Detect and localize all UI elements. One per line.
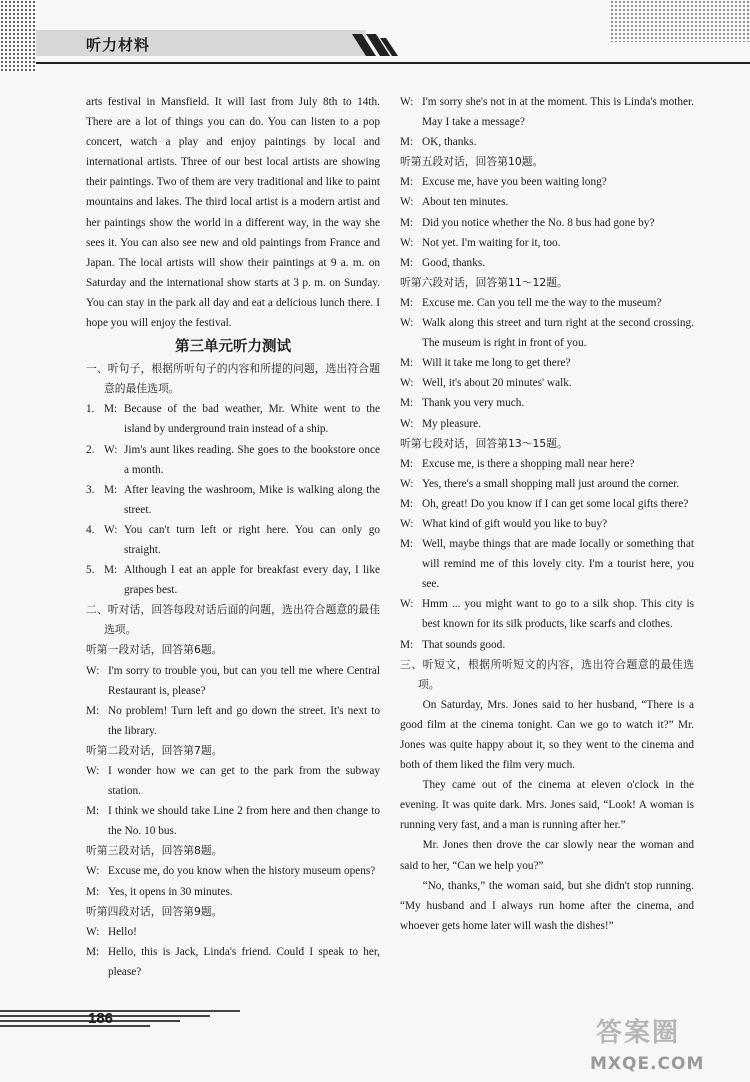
dialogue-line: W: Not yet. I'm waiting for it, too. bbox=[400, 236, 561, 249]
part2-instruction: 二、听对话，回答每段对话后面的问题，选出符合题意的最佳选项。 bbox=[86, 603, 380, 637]
dialogue-line: M: No problem! Turn left and go down the street. It's next to the library. bbox=[86, 704, 380, 737]
dialogue-line: M: I think we should take Line 2 from here and then change to the No. 10 bus. bbox=[86, 805, 380, 838]
part3-instruction: 三、听短文，根据所听短文的内容，选出符合题意的最佳选项。 bbox=[400, 657, 694, 691]
dialogue-line: M: Thank you very much. bbox=[400, 397, 525, 410]
dialogue-line: W: About ten minutes. bbox=[400, 196, 509, 209]
passage-paragraph: “No, thanks,” the woman said, but she didn't stop running. “My husband and I always run home after the cinema, and whoever gets home later will wash the dishes!” bbox=[400, 879, 694, 932]
dialogue-1-label: 听第一段对话，回答第6题。 bbox=[86, 643, 223, 657]
page-header bbox=[0, 0, 750, 72]
part1-items bbox=[86, 399, 380, 600]
passage-paragraph: On Saturday, Mrs. Jones said to her husband, “There is a good film at the cinema tonight. Can we go to watch it?” Mr. Jones was quite happy about it, so they went to the cinema and both of them liked the film very much. bbox=[400, 698, 694, 772]
question-item: 5. M: Although I eat an apple for breakfast every day, I like grapes best. bbox=[86, 564, 380, 597]
dialogue-line: M: Excuse me, is there a shopping mall near here? bbox=[400, 457, 635, 470]
dialogue-7-label: 听第七段对话，回答第13～15题。 bbox=[400, 436, 568, 450]
dialogue-line: M: Will it take me long to get there? bbox=[400, 357, 571, 370]
dialogue-line: M: Did you notice whether the No. 8 bus had gone by? bbox=[400, 216, 655, 229]
dialogue-3-label: 听第三段对话，回答第8题。 bbox=[86, 844, 223, 858]
dialogue-4-label: 听第四段对话，回答第9题。 bbox=[86, 904, 223, 918]
dialogue-line: M: Hello, this is Jack, Linda's friend. Could I speak to her, please? bbox=[86, 945, 380, 978]
dialogue-line: W: Excuse me, do you know when the history museum opens? bbox=[86, 865, 376, 878]
passage-paragraph: They came out of the cinema at eleven o'clock in the evening. It was quite dark. Mrs. Jones said, “Look! A woman is running very fast, and a man is running after her.” bbox=[400, 779, 694, 832]
dialogue-6-label: 听第六段对话，回答第11～12题。 bbox=[400, 275, 568, 289]
question-item: 2. W: Jim's aunt likes reading. She goes to the bookstore once a month. bbox=[86, 443, 380, 476]
dialogue-2-label: 听第二段对话，回答第7题。 bbox=[86, 743, 223, 757]
footer-rules bbox=[0, 1006, 240, 1034]
left-column bbox=[86, 92, 380, 982]
passage-paragraph: Mr. Jones then drove the car slowly near the woman and said to her, “Can we help you?” bbox=[400, 839, 694, 872]
right-column bbox=[400, 92, 694, 936]
dialogue-line: W: Yes, there's a small shopping mall just around the corner. bbox=[400, 477, 680, 490]
dialogue-line: W: I'm sorry to trouble you, but can you tell me where Central Restaurant is, please? bbox=[86, 664, 380, 697]
watermark bbox=[590, 1012, 740, 1074]
header-dot-pattern-right bbox=[610, 0, 750, 42]
dialogue-line: M: Oh, great! Do you know if I can get some local gifts there? bbox=[400, 497, 689, 510]
watermark-url: MXQE.COM bbox=[590, 1054, 705, 1074]
header-title: 听力材料 bbox=[86, 36, 151, 54]
dialogue-line: M: Excuse me, have you been waiting long? bbox=[400, 176, 607, 189]
unit-title: 第三单元听力测试 bbox=[175, 339, 291, 356]
question-item: 3. M: After leaving the washroom, Mike is walking along the street. bbox=[86, 483, 380, 516]
dialogue-line: W: Hmm ... you might want to go to a silk shop. This city is best known for its silk products, like scarfs and clothes. bbox=[400, 598, 694, 631]
dialogue-line: W: What kind of gift would you like to buy? bbox=[400, 517, 608, 530]
dialogue-line: W: I'm sorry she's not in at the moment. This is Linda's mother. May I take a message? bbox=[400, 96, 694, 129]
dialogue-line: W: My pleasure. bbox=[400, 417, 481, 430]
intro-passage: arts festival in Mansfield. It will last from July 8th to 14th. There are a lot of things you can do. You can listen to a pop concert, watch a play and enjoy paintings by local and international artists. Three of our best local artists are showing their paintings. Two of them are very traditional and like to paint mountains and lakes. The third local artist is a modern artist and her paintings show the world in a different way, in the way she sees it. You can also see new and old paintings from France and Japan. The local artists will show their paintings at 9 a. m. on Saturday and the international show starts at 3 p. m. on Sunday. You can stay in the park all day and eat a delicious lunch there. I hope you will enjoy the festival. bbox=[86, 96, 380, 330]
watermark-logo: 答案圈 bbox=[596, 1018, 681, 1048]
dialogue-line: M: Well, maybe things that are made locally or something that will remind me of this lovely city. I'm a tourist here, you see. bbox=[400, 538, 694, 591]
dialogue-line: W: Well, it's about 20 minutes' walk. bbox=[400, 377, 572, 390]
dialogue-line: M: Good, thanks. bbox=[400, 256, 486, 269]
dialogue-line: M: Excuse me. Can you tell me the way to the museum? bbox=[400, 296, 662, 309]
part1-instruction: 一、听句子，根据所听句子的内容和所提的问题，选出符合题意的最佳选项。 bbox=[86, 362, 380, 396]
dialogue-line: W: Hello! bbox=[86, 925, 137, 938]
dialogue-line: M: OK, thanks. bbox=[400, 136, 477, 149]
question-item: 1. M: Because of the bad weather, Mr. White went to the island by underground train instead of a ship. bbox=[86, 403, 380, 436]
dialogue-line: W: Walk along this street and turn right at the second crossing. The museum is right in front of you. bbox=[400, 317, 694, 350]
page-number: 186 bbox=[88, 1010, 114, 1027]
dialogue-line: W: I wonder how we can get to the park from the subway station. bbox=[86, 765, 380, 798]
header-dot-pattern bbox=[0, 0, 36, 72]
dialogue-line: M: That sounds good. bbox=[400, 638, 506, 651]
dialogue-line: M: Yes, it opens in 30 minutes. bbox=[86, 885, 233, 898]
header-slash-icon bbox=[352, 34, 400, 56]
question-item: 4. W: You can't turn left or right here. You can only go straight. bbox=[86, 523, 380, 556]
dialogue-5-label: 听第五段对话，回答第10题。 bbox=[400, 155, 544, 169]
header-rule bbox=[36, 62, 750, 64]
